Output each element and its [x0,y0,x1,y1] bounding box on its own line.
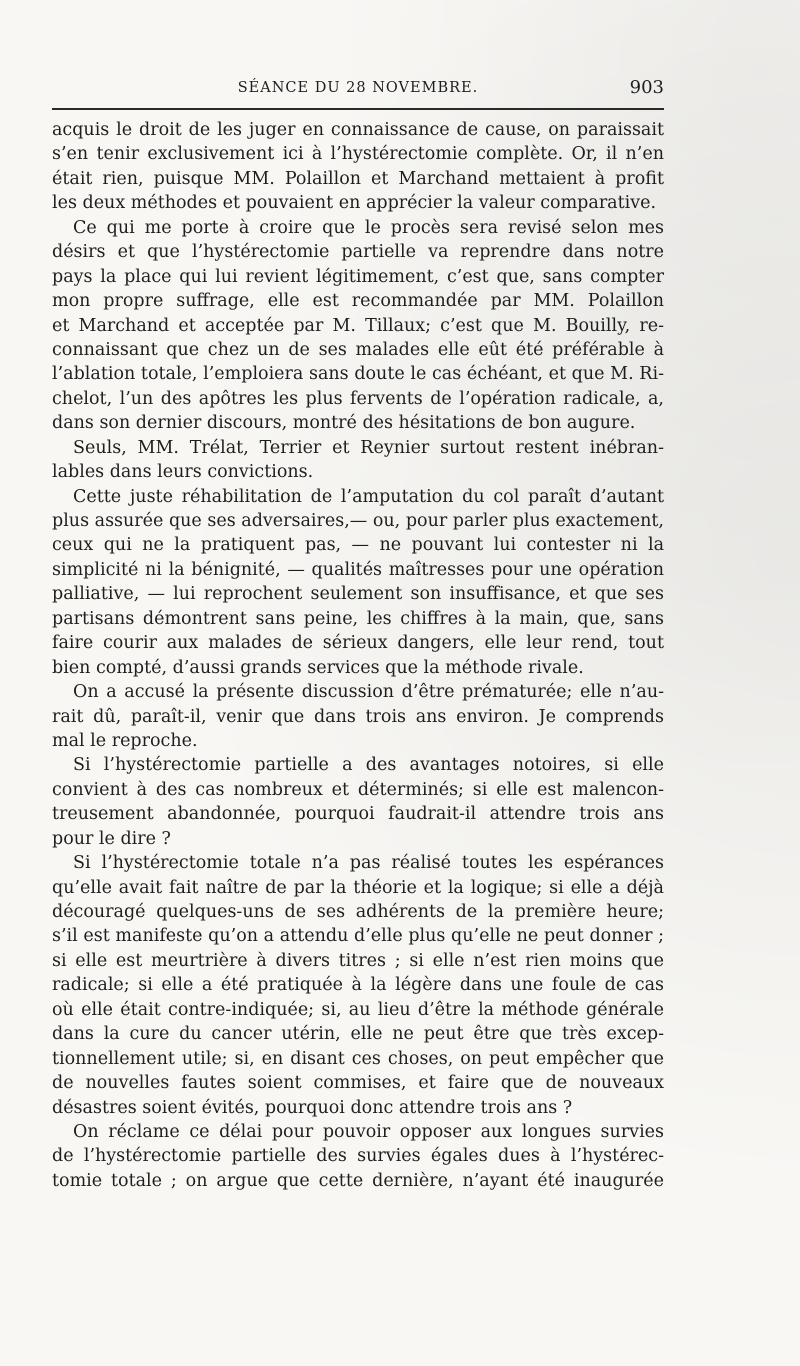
text-line: lables dans leurs convictions. [52,462,314,483]
text-line: désirs et que l’hystérectomie partielle va reprendre dans notre [52,242,664,263]
text-line: rait dû, paraît-il, venir que dans trois ans environ. Je comprends [52,706,664,727]
text-line: convient à des cas nombreux et déterminés; si elle est malencon- [52,779,664,800]
body-text [52,118,664,1193]
text-line: simplicité ni la bénignité, — qualités maîtresses pour une opération [52,559,664,580]
text-line: découragé quelques-uns de ses adhérents de la première heure; [52,902,664,922]
text-line: de l’hystérectomie partielle des survies égales dues à l’hystérec- [52,1146,664,1167]
text-line: acquis le droit de les juger en connaissance de cause, on paraissait [52,120,664,140]
text-line: bien compté, d’aussi grands services que la méthode rivale. [52,657,584,678]
text-line: qu’elle avait fait naître de par la théorie et la logique; si elle a déjà [52,877,664,898]
text-line: était rien, puisque MM. Polaillon et Marchand mettaient à profit [52,168,664,189]
running-title: SÉANCE DU 28 NOVEMBRE. [237,80,479,96]
text-line: partisans démontrent sans peine, les chiffres à la main, que, sans [52,608,664,629]
text-line: mal le reproche. [52,730,198,751]
text-line: treusement abandonnée, pourquoi faudrait-il attendre trois ans [52,804,664,825]
text-line: connaissant que chez un de ses malades elle eût été préférable à [52,339,664,360]
text-line: Seuls, MM. Trélat, Terrier et Reynier surtout restent inébran- [73,437,664,458]
text-line: radicale; si elle a été pratiquée à la légère dans une foule de cas [52,975,664,996]
text-line: de nouvelles fautes soient commises, et faire que de nouveaux [52,1073,664,1094]
text-line: faire courir aux malades de sérieux dangers, elle leur rend, tout [52,633,664,654]
page-number: 903 [629,77,664,98]
text-line: pays la place qui lui revient légitimement, c’est que, sans compter [52,266,664,287]
text-line: Si l’hystérectomie partielle a des avantages notoires, si elle [73,755,664,776]
text-line: palliative, — lui reprochent seulement son insuffisance, et que ses [52,584,664,605]
text-line: ceux qui ne la pratiquent pas, — ne pouvant lui contester ni la [52,535,664,556]
text-line: dans la cure du cancer utérin, elle ne peut être que très excep- [52,1024,664,1045]
text-line: On réclame ce délai pour pouvoir opposer aux longues survies [73,1121,664,1142]
text-line: plus assurée que ses adversaires,— ou, pour parler plus exactement, [52,511,664,531]
text-line: où elle était contre-indiquée; si, au lieu d’être la méthode générale [52,999,664,1020]
text-line: les deux méthodes et pouvaient en apprécier la valeur comparative. [52,193,657,214]
text-line: On a accusé la présente discussion d’être prématurée; elle n’au- [73,682,664,703]
text-line: l’ablation totale, l’emploiera sans doute le cas échéant, et que M. Ri- [52,364,664,385]
text-line: tomie totale ; on argue que cette dernière, n’ayant été inaugurée [52,1170,664,1191]
text-line: tionnellement utile; si, en disant ces choses, on peut empêcher que [52,1048,664,1069]
text-line: si elle est meurtrière à divers titres ; si elle n’est rien moins que [52,950,664,971]
text-line: Cette juste réhabilitation de l’amputation du col paraît d’autant [73,486,664,507]
text-line: Ce qui me porte à croire que le procès sera revisé selon mes [73,217,664,238]
text-line: Si l’hystérectomie totale n’a pas réalisé toutes les espérances [73,853,664,874]
text-line: chelot, l’un des apôtres les plus fervents de l’opération radicale, a, [52,388,664,409]
text-line: s’il est manifeste qu’on a attendu d’elle plus qu’elle ne peut donner ; [52,926,664,947]
text-line: pour le dire ? [52,828,171,849]
header-rule [52,108,664,110]
text-line: désastres soient évités, pourquoi donc attendre trois ans ? [52,1097,573,1118]
text-line: s’en tenir exclusivement ici à l’hystérectomie complète. Or, il n’en [52,144,664,165]
text-line: et Marchand et acceptée par M. Tillaux; c’est que M. Bouilly, re- [52,315,664,336]
text-line: mon propre suffrage, elle est recommandée par MM. Polaillon [52,291,664,312]
running-head [52,76,664,100]
text-line: dans son dernier discours, montré des hésitations de bon augure. [52,413,636,434]
